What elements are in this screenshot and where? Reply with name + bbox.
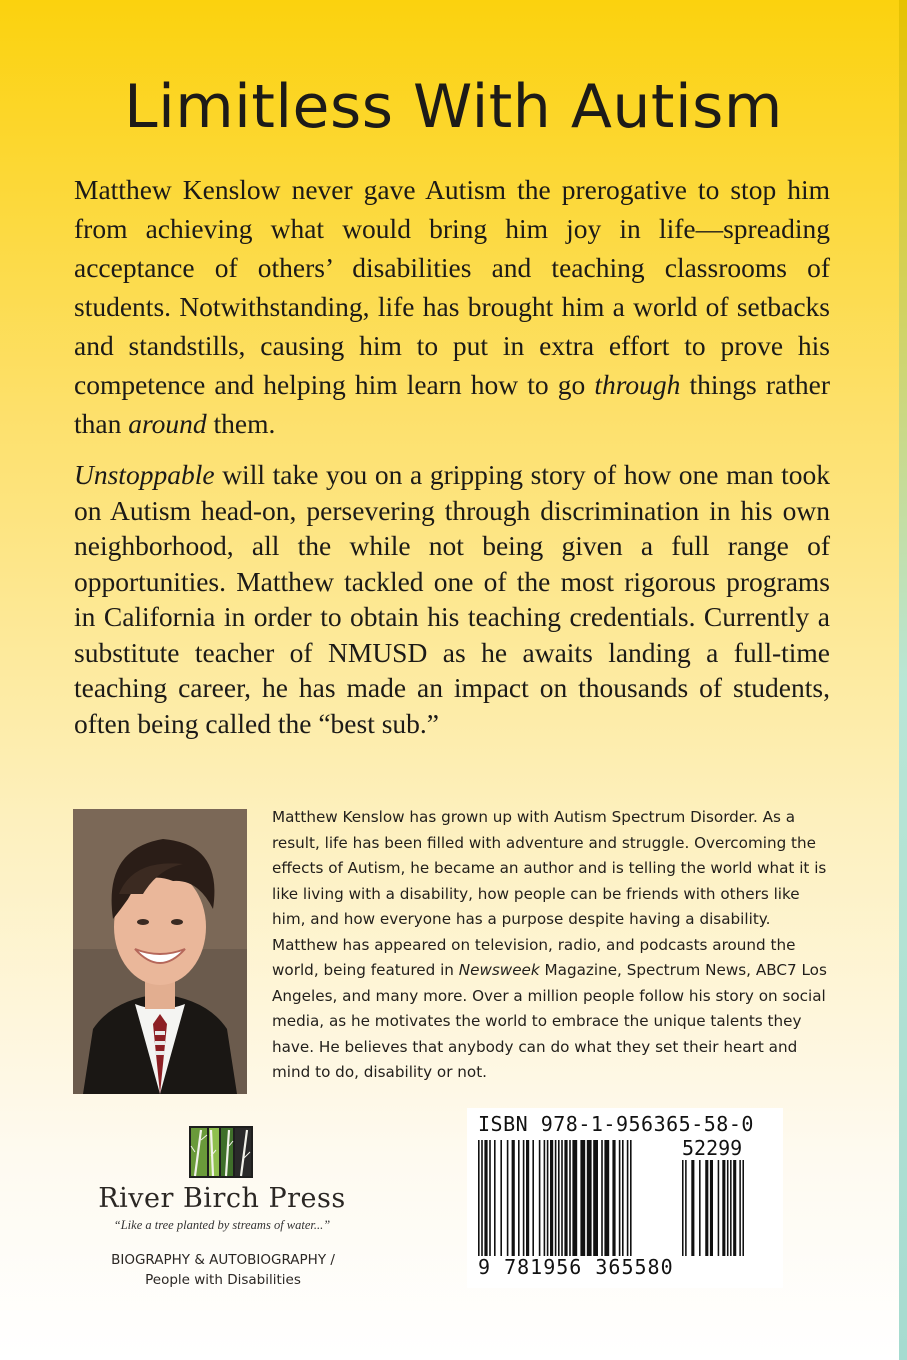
- barcode-bar: [718, 1160, 720, 1256]
- barcode-bar: [685, 1160, 687, 1256]
- emphasis-word: around: [128, 408, 207, 439]
- isbn-barcode: [478, 1140, 673, 1258]
- p2-text: will take you on a gripping story of how one man took on Autism head-on, persevering through discrimination in his own neighborhood, all the while not being given a full range of opportunities. Matthew tackled one of the most rigorous programs in California in order to obtain his teaching credentials. Currently a substitute teacher of NMUSD as he awaits landing a full-time teaching career, he has made an impact on thousands of students, often being called the “best sub.”: [74, 459, 830, 739]
- barcode-bar: [593, 1140, 598, 1256]
- barcode-bar: [558, 1140, 560, 1256]
- barcode-bar: [710, 1160, 713, 1256]
- book-category: [92, 1250, 354, 1290]
- bio-text-part-2: Magazine, Spectrum News, ABC7 Los Angeles, and many more. Over a million people follow his story on social media, as he motivates the world to embrace the unique talents they have. He believes that anybody can do what they set their heart and mind to do, disability or not.: [272, 961, 827, 1081]
- barcode-bar: [526, 1140, 529, 1256]
- book-title: Limitless With Autism: [124, 72, 783, 142]
- barcode-bar: [587, 1140, 592, 1256]
- barcode-bar: [682, 1160, 684, 1256]
- barcode-bar: [523, 1140, 525, 1256]
- barcode-bar: [550, 1140, 553, 1256]
- bio-text-part-1: has grown up with Autism Spectrum Disorder. As a result, life has been filled with adventure and struggle. Overcoming the effects of Autism, he became an author and is telling the world what it is like living with a disability, how people can be friends with others like him, and how everyone has a purpose despite having a disability. Matthew has appeared on television, radio, and podcasts around the world, being featured in: [272, 808, 827, 979]
- author-portrait-illustration: [73, 809, 247, 1094]
- barcode-bar: [547, 1140, 549, 1256]
- isbn-label: ISBN 978-1-956365-58-0: [478, 1112, 754, 1136]
- description-paragraph-2: [74, 457, 830, 741]
- barcode-bar: [561, 1140, 563, 1256]
- barcode-bar: [484, 1140, 487, 1256]
- barcode-bar: [539, 1140, 541, 1256]
- barcode-bar: [507, 1140, 509, 1256]
- barcode-bar: [572, 1140, 577, 1256]
- description-paragraph-1: [74, 170, 830, 443]
- category-line-1: BIOGRAPHY & AUTOBIOGRAPHY /: [111, 1252, 335, 1268]
- river-birch-tree-logo-icon: [189, 1126, 253, 1178]
- publisher-tagline: “Like a tree planted by streams of water...”: [113, 1218, 331, 1232]
- barcode-bar: [612, 1140, 615, 1256]
- category-line-2: People with Disabilities: [145, 1272, 301, 1288]
- barcode-bar: [512, 1140, 515, 1256]
- price-barcode: [682, 1160, 770, 1258]
- barcode-bar: [569, 1140, 571, 1256]
- bio-author-first-name: Matthew: [272, 808, 343, 826]
- publisher-name: River Birch Press: [98, 1183, 346, 1214]
- barcode-bar: [691, 1160, 694, 1256]
- barcode-bar: [478, 1140, 480, 1256]
- emphasis-word: through: [594, 369, 681, 400]
- barcode-bar: [494, 1140, 496, 1256]
- bio-magazine-name: Newsweek: [458, 961, 540, 979]
- barcode-bar: [622, 1140, 624, 1256]
- barcode-bar: [727, 1160, 729, 1256]
- barcode-bar: [730, 1160, 732, 1256]
- barcode-bar: [500, 1140, 502, 1256]
- barcode-bar: [627, 1140, 629, 1256]
- barcode-bar: [739, 1160, 741, 1256]
- barcode-bar: [705, 1160, 708, 1256]
- author-bio: [272, 805, 830, 1086]
- p1-text: Matthew Kenslow never gave Autism the prerogative to stop him from achieving what would bring him joy in life—spreading acceptance of others’ disabilities and teaching classrooms of students. Notwithstanding, life has brought him a world of setbacks and standstills, causing him to put in extra effort to prove his competence and helping him learn how to go through things rather than around them.: [74, 174, 830, 439]
- barcode-digits: 9 781956 365580: [478, 1255, 674, 1279]
- barcode-bar: [619, 1140, 621, 1256]
- price-code: 52299: [682, 1136, 743, 1160]
- barcode-bar: [742, 1160, 744, 1256]
- barcode-bar: [580, 1140, 585, 1256]
- barcode-bar: [489, 1140, 491, 1256]
- barcode-bar: [722, 1160, 725, 1256]
- barcode-bar: [564, 1140, 567, 1256]
- barcode-bar: [699, 1160, 701, 1256]
- bio-author-last-name: Kenslow: [342, 808, 405, 826]
- author-photo: [73, 809, 247, 1094]
- barcode-bar: [532, 1140, 534, 1256]
- book-name: Unstoppable: [74, 459, 215, 490]
- barcode-bar: [630, 1140, 632, 1256]
- barcode-bar: [481, 1140, 483, 1256]
- barcode-bar: [518, 1140, 520, 1256]
- barcode-bar: [601, 1140, 603, 1256]
- spine-edge: [899, 0, 907, 1360]
- barcode-bar: [555, 1140, 557, 1256]
- barcode-bar: [733, 1160, 736, 1256]
- barcode-bar: [604, 1140, 609, 1256]
- barcode-bar: [544, 1140, 546, 1256]
